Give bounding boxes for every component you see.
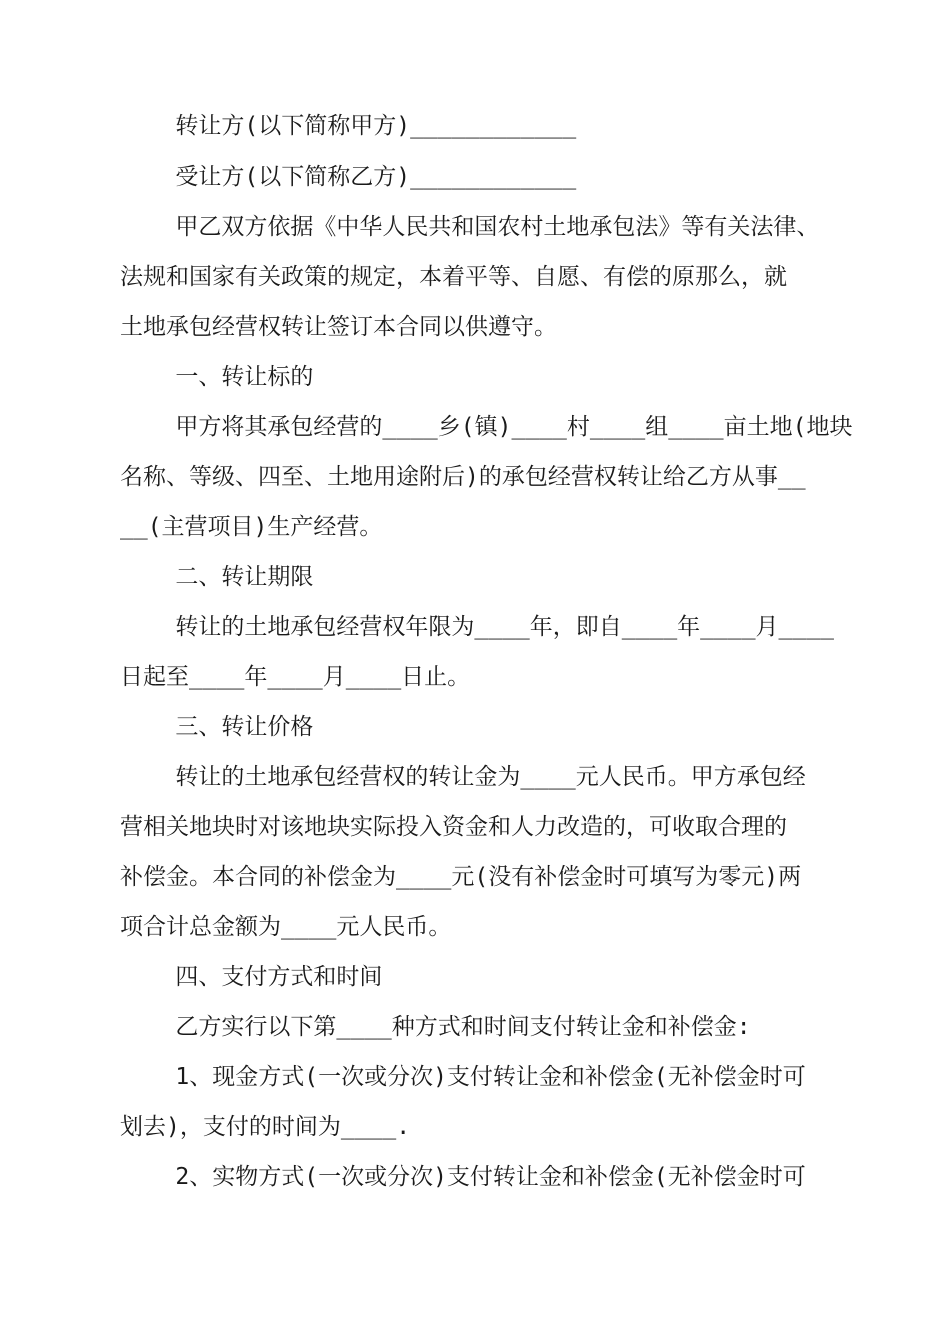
- paragraph-line: 转让的土地承包经营权年限为____年，即自____年____月____: [120, 614, 834, 640]
- paragraph-line: 法规和国家有关政策的规定，本着平等、自愿、有偿的原那么，就: [120, 264, 787, 290]
- paragraph-line: 乙方实行以下第____种方式和时间支付转让金和补偿金:: [120, 1014, 751, 1040]
- paragraph-line: 土地承包经营权转让签订本合同以供遵守。: [120, 314, 557, 340]
- paragraph-line: 名称、等级、四至、土地用途附后)的承包经营权转让给乙方从事__: [120, 464, 806, 490]
- paragraph-line: 划去)，支付的时间为____.: [120, 1114, 411, 1140]
- section-heading: 二、转让期限: [120, 564, 314, 590]
- paragraph-line: 甲方将其承包经营的____乡(镇)____村____组____亩土地(地块: [120, 414, 853, 440]
- section-heading: 一、转让标的: [120, 364, 314, 390]
- section-heading: 三、转让价格: [120, 714, 314, 740]
- transferor-line: 转让方(以下简称甲方)____________: [120, 113, 577, 139]
- paragraph-line: 2、实物方式(一次或分次)支付转让金和补偿金(无补偿金时可: [120, 1164, 806, 1190]
- paragraph-line: 补偿金。本合同的补偿金为____元(没有补偿金时可填写为零元)两: [120, 864, 802, 890]
- paragraph-line: 甲乙双方依据《中华人民共和国农村土地承包法》等有关法律、: [120, 214, 820, 240]
- paragraph-line: 转让的土地承包经营权的转让金为____元人民币。甲方承包经: [120, 764, 806, 790]
- paragraph-line: 1、现金方式(一次或分次)支付转让金和补偿金(无补偿金时可: [120, 1064, 806, 1090]
- paragraph-line: 日起至____年____月____日止。: [120, 664, 471, 690]
- transferee-line: 受让方(以下简称乙方)____________: [120, 164, 577, 190]
- paragraph-line: __(主营项目)生产经营。: [120, 514, 383, 540]
- paragraph-line: 营相关地块时对该地块实际投入资金和人力改造的，可收取合理的: [120, 814, 787, 840]
- paragraph-line: 项合计总金额为____元人民币。: [120, 914, 452, 940]
- section-heading: 四、支付方式和时间: [120, 964, 383, 990]
